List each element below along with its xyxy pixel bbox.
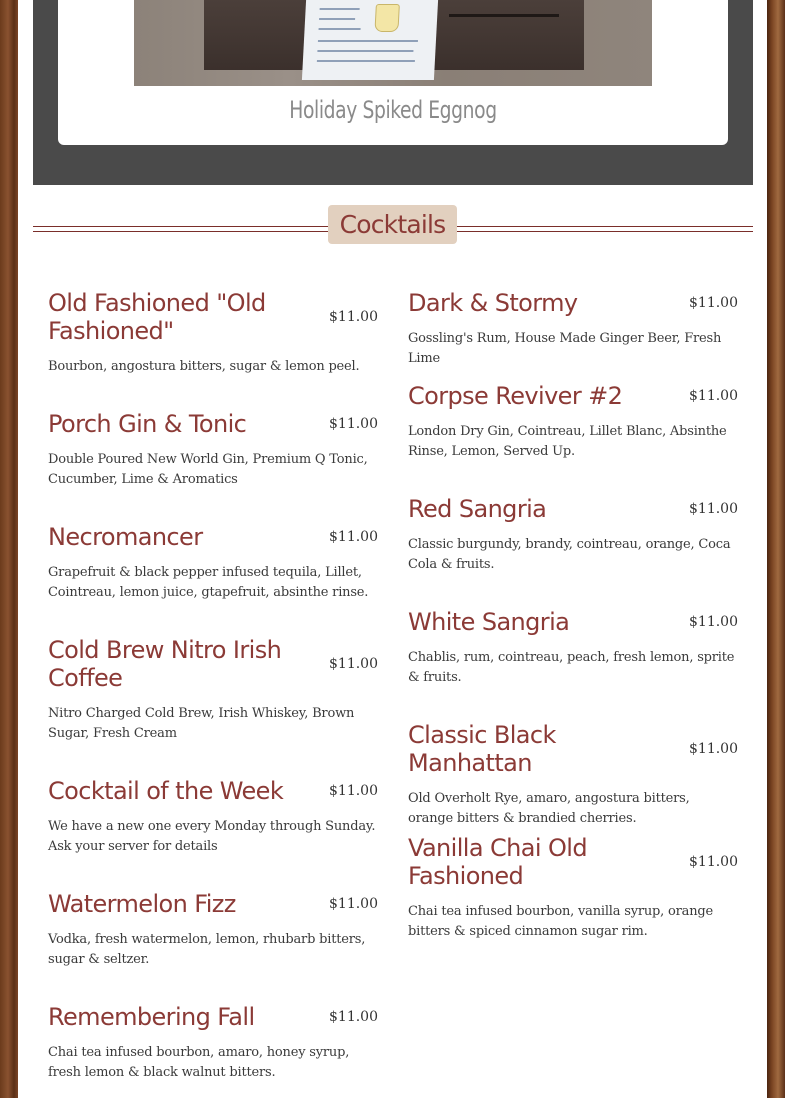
menu-item: [48, 890, 378, 970]
menu-item-name: Porch Gin & Tonic: [48, 410, 247, 438]
slide-card[interactable]: [58, 0, 728, 145]
photo-slider: [33, 0, 753, 185]
menu-item: [48, 523, 378, 603]
menu-item-name: Dark & Stormy: [408, 289, 578, 317]
menu-item-description: Double Poured New World Gin, Premium Q Tonic, Cucumber, Lime & Aromatics: [48, 452, 368, 487]
menu-item-price: $11.00: [689, 295, 738, 311]
menu-item-name: Cocktail of the Week: [48, 777, 284, 805]
menu-item-description: Grapefruit & black pepper infused tequila, Lillet, Cointreau, lemon juice, gtapefruit, absinthe rinse.: [48, 565, 369, 600]
menu-item-name: Cold Brew Nitro Irish Coffee: [48, 636, 282, 692]
menu-item-price: $11.00: [689, 501, 738, 517]
menu-page: [18, 0, 767, 1098]
menu-item: [48, 410, 378, 490]
menu-item: [48, 777, 378, 857]
recipe-card-graphic: [302, 0, 438, 80]
menu-item: [48, 289, 378, 377]
slide-caption: Holiday Spiked Eggnog: [289, 96, 497, 124]
slide-photo: [134, 0, 652, 86]
menu-item-price: $11.00: [689, 388, 738, 404]
menu-item: [408, 721, 738, 829]
menu-item-price: $11.00: [329, 656, 378, 672]
menu-item-name: Watermelon Fizz: [48, 890, 236, 918]
menu-item-description: Chai tea infused bourbon, vanilla syrup, orange bitters & spiced cinnamon sugar rim.: [408, 904, 714, 939]
eggnog-cup-icon: [374, 4, 399, 32]
menu-item: [48, 636, 378, 744]
menu-item-description: Gossling's Rum, House Made Ginger Beer, Fresh Lime: [408, 331, 722, 366]
menu-item: [408, 834, 738, 942]
menu-item-name: Necromancer: [48, 523, 203, 551]
menu-item-name: Classic Black Manhattan: [408, 721, 556, 777]
menu-item: [408, 382, 738, 462]
menu-item-price: $11.00: [329, 416, 378, 432]
menu-item-name: White Sangria: [408, 608, 570, 636]
menu-item-description: Old Overholt Rye, amaro, angostura bitters, orange bitters & brandied cherries.: [408, 791, 690, 826]
menu-item-price: $11.00: [329, 896, 378, 912]
menu-item-price: $11.00: [689, 614, 738, 630]
menu-item-description: London Dry Gin, Cointreau, Lillet Blanc, Absinthe Rinse, Lemon, Served Up.: [408, 424, 727, 459]
menu-item-price: $11.00: [689, 854, 738, 870]
menu-item-description: Bourbon, angostura bitters, sugar & lemon peel.: [48, 359, 360, 374]
menu-item: [408, 608, 738, 688]
section-title: Cocktails: [328, 205, 457, 244]
menu-item-price: $11.00: [329, 783, 378, 799]
menu-item: [408, 495, 738, 575]
menu-item-description: Nitro Charged Cold Brew, Irish Whiskey, Brown Sugar, Fresh Cream: [48, 706, 355, 741]
menu-item-name: Red Sangria: [408, 495, 547, 523]
menu-item-name: Corpse Reviver #2: [408, 382, 623, 410]
menu-item: [408, 289, 738, 369]
menu-item-price: $11.00: [329, 529, 378, 545]
menu-item-name: Vanilla Chai Old Fashioned: [408, 834, 587, 890]
menu-item-description: Chai tea infused bourbon, amaro, honey syrup, fresh lemon & black walnut bitters.: [48, 1045, 350, 1080]
menu-item-description: Classic burgundy, brandy, cointreau, orange, Coca Cola & fruits.: [408, 537, 731, 572]
menu-item-price: $11.00: [689, 741, 738, 757]
menu-item-name: Old Fashioned "Old Fashioned": [48, 289, 266, 345]
menu-item-price: $11.00: [329, 1009, 378, 1025]
menu-item-description: We have a new one every Monday through Sunday. Ask your server for details: [48, 819, 376, 854]
menu-item-price: $11.00: [329, 309, 378, 325]
menu-item-description: Chablis, rum, cointreau, peach, fresh lemon, sprite & fruits.: [408, 650, 735, 685]
menu-item: [48, 1003, 378, 1083]
menu-item-name: Remembering Fall: [48, 1003, 255, 1031]
menu-item-description: Vodka, fresh watermelon, lemon, rhubarb bitters, sugar & seltzer.: [48, 932, 366, 967]
